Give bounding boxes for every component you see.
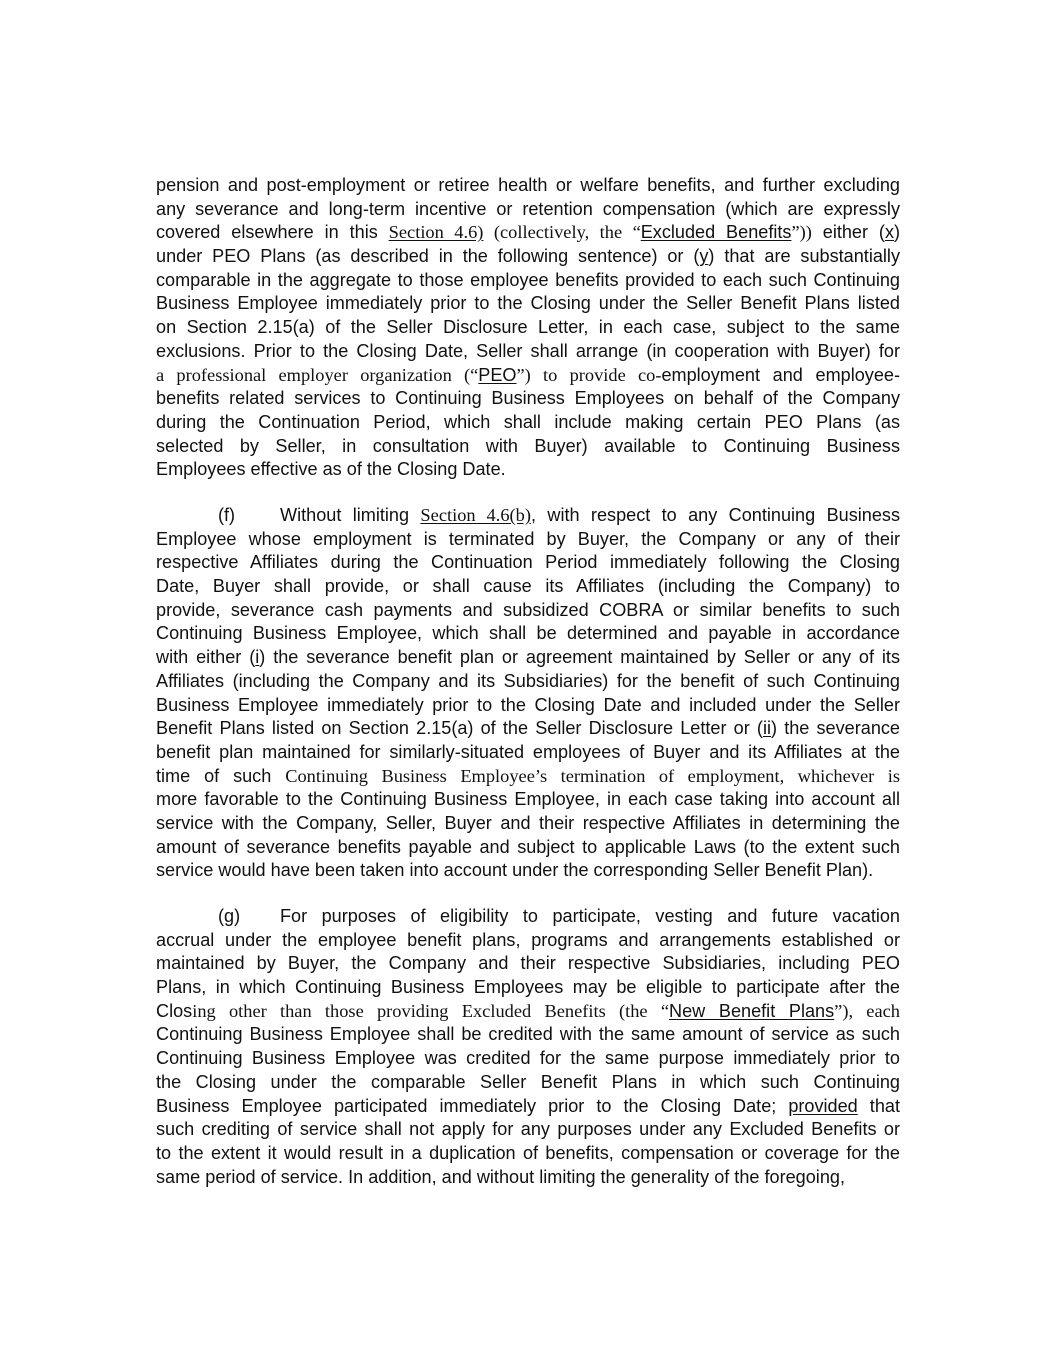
text-line (156, 929, 900, 953)
text-line (156, 504, 900, 528)
text-line (156, 411, 900, 435)
text-segment: maintained by Buyer, the Company and their respective Subsidiaries, including PEO (156, 953, 900, 974)
text-line (156, 269, 900, 293)
text-line (156, 316, 900, 340)
underlined-term: x (884, 222, 894, 243)
paragraph-marker: (g) (218, 906, 241, 926)
text-line (156, 717, 900, 741)
underlined-term: Section 4.6(b) (420, 505, 531, 525)
text-segment: ) the severance (771, 718, 900, 739)
text-line (156, 976, 900, 1000)
text-segment: to the extent it would result in a duplication of benefits, compensation or coverage for the (156, 1142, 900, 1163)
text-segment: more favorable to the Continuing Business Employee, in each case taking into account all (156, 789, 900, 810)
underlined-term: New Benefit Plans (669, 1000, 835, 1021)
text-line (156, 1118, 900, 1142)
text-segment: employment and employee- (661, 364, 900, 385)
text-segment: the Closing under the comparable Seller Benefit Plans in which such Continuing (156, 1071, 900, 1092)
text-segment: Employee whose employment is terminated by Buyer, the Company or any of their (156, 528, 900, 549)
text-line (156, 836, 900, 860)
text-segment: either ( (811, 222, 885, 243)
text-segment: such crediting of service shall not apply for any purposes under any Excluded Benefits or (156, 1119, 900, 1140)
text-segment: ”), each (834, 1000, 900, 1021)
text-segment: Clos (156, 1000, 193, 1021)
underlined-term: y (699, 246, 709, 267)
text-line (156, 1166, 900, 1190)
text-segment: Without limiting (280, 505, 421, 525)
text-segment: accrual under the employee benefit plans, programs and arrangements established or (156, 929, 900, 950)
text-segment: respective Affiliates during the Continuation Period immediately following the Closing (156, 552, 900, 573)
text-segment: amount of severance benefits payable and subject to applicable Laws (to the extent such (156, 836, 900, 857)
text-segment: For purposes of eligibility to participate, vesting and future vacation (280, 906, 900, 926)
text-segment: a professional employer organization (“ (156, 364, 479, 385)
text-line (156, 292, 900, 316)
underlined-term: provided (788, 1095, 858, 1116)
text-segment: service would have been taken into account under the corresponding Seller Benefit Plan). (156, 860, 874, 881)
text-segment: on Section 2.15(a) of the Seller Disclosure Letter, in each case, subject to the same (156, 317, 900, 338)
text-segment: ”) to provide co- (516, 364, 662, 385)
text-segment: comparable in the aggregate to those employee benefits provided to each such Continuing (156, 269, 900, 290)
text-line (156, 599, 900, 623)
text-segment: under PEO Plans (as described in the following sentence) or ( (156, 246, 700, 267)
text-line (156, 1142, 900, 1166)
text-line (156, 812, 900, 836)
paragraph-f (156, 504, 900, 883)
text-segment: benefit plan maintained for similarly-situated employees of Buyer and its Affiliates at the (156, 741, 900, 762)
text-segment: ”)) (791, 222, 812, 243)
text-segment: Benefit Plans listed on Section 2.15(a) of the Seller Disclosure Letter or ( (156, 718, 763, 739)
text-segment: Continuing Business Employee shall be credited with the same amount of service as such (156, 1024, 900, 1045)
text-segment: ) that are substantially (708, 246, 900, 267)
underlined-term: Excluded Benefits (640, 222, 792, 243)
text-segment: same period of service. In addition, and without limiting the generality of the foregoing, (156, 1166, 845, 1187)
text-segment: Employees effective as of the Closing Date. (156, 459, 506, 480)
text-line (156, 575, 900, 599)
text-segment: ) (893, 222, 900, 243)
text-line (156, 387, 900, 411)
text-line (156, 952, 900, 976)
text-segment: covered elsewhere in this (156, 222, 389, 243)
paragraph-marker: (f) (218, 505, 236, 525)
text-line (156, 198, 900, 222)
text-segment: with either ( (156, 647, 256, 668)
text-segment: Date, Buyer shall provide, or shall cause its Affiliates (including the Company) to (156, 576, 900, 597)
paragraph-g (156, 905, 900, 1189)
text-segment: Continuing Business Employee was credited for the same purpose immediately prior to (156, 1048, 900, 1069)
text-segment: (collectively, the “ (483, 222, 641, 243)
text-segment: benefits related services to Continuing Business Employees on behalf of the Company (156, 388, 900, 409)
text-line (156, 1071, 900, 1095)
text-segment: Business Employee immediately prior to the Closing under the Seller Benefit Plans listed (156, 293, 900, 314)
text-segment: Continuing Business Employee, which shall be determined and payable in accordance (156, 623, 900, 644)
text-segment: , with respect to any Continuing Business (530, 505, 900, 525)
text-line (156, 245, 900, 269)
text-line (156, 741, 900, 765)
text-segment: that (857, 1095, 900, 1116)
text-line (156, 694, 900, 718)
text-line (156, 174, 900, 198)
text-line (156, 765, 900, 789)
text-segment: selected by Seller, in consultation with Buyer) available to Continuing Business (156, 435, 900, 456)
text-line (156, 905, 900, 929)
text-line (156, 1095, 900, 1119)
text-line (156, 551, 900, 575)
text-line (156, 435, 900, 459)
text-segment: ) the severance benefit plan or agreement maintained by Seller or any of its (259, 647, 900, 668)
text-segment: exclusions. Prior to the Closing Date, Seller shall arrange (in cooperation with Buyer) for (156, 340, 900, 361)
text-line (156, 458, 900, 482)
text-segment: Plans, in which Continuing Business Employees may be eligible to participate after the (156, 977, 900, 998)
underlined-term: PEO (478, 364, 517, 385)
text-segment: any severance and long-term incentive or retention compensation (which are expressly (156, 198, 900, 219)
text-segment: provide, severance cash payments and subsidized COBRA or similar benefits to such (156, 599, 900, 620)
text-line (156, 364, 900, 388)
text-line (156, 1023, 900, 1047)
text-segment: Affiliates (including the Company and its Subsidiaries) for the benefit of such Continuing (156, 670, 900, 691)
underlined-term: Section 4.6) (388, 222, 484, 243)
text-segment: pension and post-employment or retiree health or welfare benefits, and further excluding (156, 175, 900, 195)
text-line (156, 528, 900, 552)
text-segment: during the Continuation Period, which shall include making certain PEO Plans (as (156, 411, 900, 432)
underlined-term: i (255, 647, 260, 668)
text-segment: Business Employee immediately prior to the Closing Date and included under the Seller (156, 694, 900, 715)
text-line (156, 646, 900, 670)
text-line (156, 788, 900, 812)
text-line (156, 1000, 900, 1024)
text-segment: time of such (156, 765, 286, 786)
text-line (156, 221, 900, 245)
underlined-term: ii (762, 718, 771, 739)
text-segment: service with the Company, Seller, Buyer and their respective Affiliates in determining the (156, 812, 900, 833)
text-line (156, 622, 900, 646)
text-line (156, 859, 900, 883)
text-segment: ing other than those providing Excluded Benefits (the “ (192, 1000, 670, 1021)
text-line (156, 340, 900, 364)
paragraph-continuation (156, 174, 900, 482)
text-segment: Business Employee participated immediately prior to the Closing Date; (156, 1095, 789, 1116)
text-line (156, 1047, 900, 1071)
text-segment: Continuing Business Employee’s termination of employment, whichever is (285, 765, 900, 786)
text-line (156, 670, 900, 694)
